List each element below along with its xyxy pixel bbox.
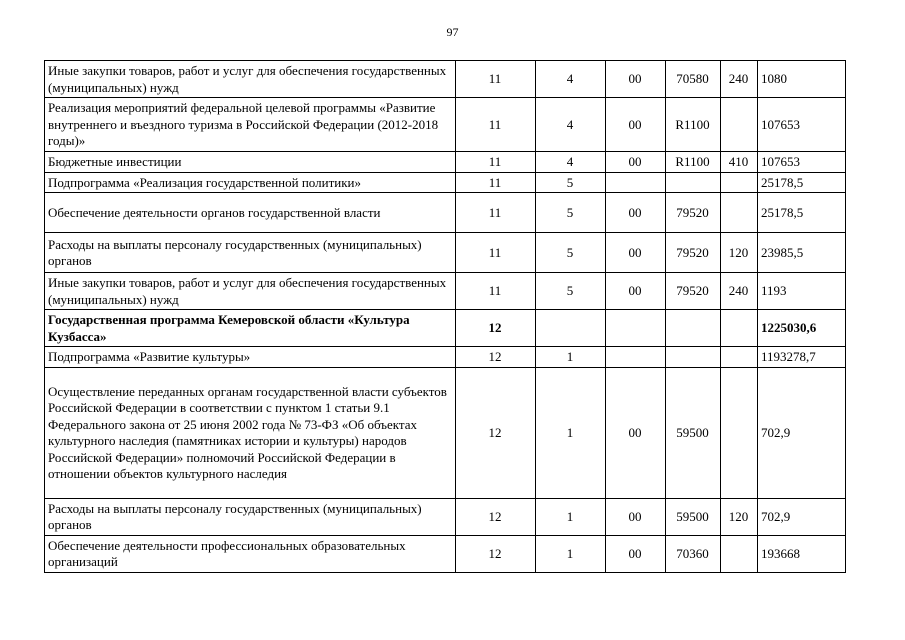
- row-direction-cell: [666, 172, 721, 193]
- row-expense-type-cell: [721, 367, 758, 498]
- row-amount-cell: 25178,5: [758, 172, 846, 193]
- row-direction-cell: R1100: [666, 152, 721, 173]
- row-amount-cell: 702,9: [758, 498, 846, 535]
- table-row: [45, 98, 846, 152]
- row-amount-cell: 1080: [758, 61, 846, 98]
- row-name-cell: Иные закупки товаров, работ и услуг для обеспечения государственных (муниципальных) нужд: [45, 61, 456, 98]
- row-direction-cell: 70360: [666, 535, 721, 572]
- row-subsection-cell: 4: [536, 61, 606, 98]
- row-subsection-cell: [536, 310, 606, 347]
- row-program-cell: 00: [606, 193, 666, 233]
- row-program-cell: 00: [606, 233, 666, 273]
- row-direction-cell: 70580: [666, 61, 721, 98]
- row-expense-type-cell: [721, 347, 758, 368]
- row-expense-type-cell: [721, 535, 758, 572]
- table-row: [45, 535, 846, 572]
- row-expense-type-cell: 120: [721, 233, 758, 273]
- table-row: [45, 61, 846, 98]
- row-name-cell: Бюджетные инвестиции: [45, 152, 456, 173]
- row-section-cell: 11: [456, 98, 536, 152]
- row-section-cell: 11: [456, 233, 536, 273]
- row-section-cell: 11: [456, 273, 536, 310]
- row-program-cell: [606, 310, 666, 347]
- row-subsection-cell: 5: [536, 172, 606, 193]
- row-amount-cell: 107653: [758, 152, 846, 173]
- row-section-cell: 12: [456, 310, 536, 347]
- page-number: 97: [446, 25, 459, 39]
- row-subsection-cell: 1: [536, 367, 606, 498]
- row-name-cell: Обеспечение деятельности органов государственной власти: [45, 193, 456, 233]
- table-row: [45, 498, 846, 535]
- table-body: [45, 61, 846, 573]
- row-program-cell: [606, 172, 666, 193]
- row-direction-cell: 79520: [666, 273, 721, 310]
- row-amount-cell: 25178,5: [758, 193, 846, 233]
- table-row: [45, 193, 846, 233]
- table-row: [45, 172, 846, 193]
- table-row: [45, 347, 846, 368]
- row-direction-cell: R1100: [666, 98, 721, 152]
- row-subsection-cell: 5: [536, 233, 606, 273]
- row-section-cell: 11: [456, 193, 536, 233]
- row-direction-cell: 79520: [666, 193, 721, 233]
- row-name-cell: Подпрограмма «Развитие культуры»: [45, 347, 456, 368]
- row-direction-cell: [666, 310, 721, 347]
- table-row: [45, 233, 846, 273]
- row-name-cell: Подпрограмма «Реализация государственной политики»: [45, 172, 456, 193]
- row-direction-cell: 79520: [666, 233, 721, 273]
- table-row: [45, 310, 846, 347]
- row-section-cell: 12: [456, 347, 536, 368]
- row-expense-type-cell: 410: [721, 152, 758, 173]
- row-amount-cell: 702,9: [758, 367, 846, 498]
- row-expense-type-cell: [721, 310, 758, 347]
- row-subsection-cell: 5: [536, 193, 606, 233]
- row-direction-cell: 59500: [666, 367, 721, 498]
- row-section-cell: 11: [456, 172, 536, 193]
- row-section-cell: 12: [456, 535, 536, 572]
- row-direction-cell: [666, 347, 721, 368]
- row-name-cell: Расходы на выплаты персоналу государственных (муниципальных) органов: [45, 498, 456, 535]
- row-name-cell: Обеспечение деятельности профессиональных образовательных организаций: [45, 535, 456, 572]
- row-subsection-cell: 1: [536, 347, 606, 368]
- row-expense-type-cell: 240: [721, 273, 758, 310]
- row-program-cell: 00: [606, 61, 666, 98]
- row-subsection-cell: 1: [536, 535, 606, 572]
- row-direction-cell: 59500: [666, 498, 721, 535]
- row-section-cell: 12: [456, 367, 536, 498]
- table-row: [45, 273, 846, 310]
- row-section-cell: 11: [456, 152, 536, 173]
- row-program-cell: 00: [606, 152, 666, 173]
- row-amount-cell: 23985,5: [758, 233, 846, 273]
- row-name-cell: Иные закупки товаров, работ и услуг для обеспечения государственных (муниципальных) нужд: [45, 273, 456, 310]
- row-name-cell: Реализация мероприятий федеральной целевой программы «Развитие внутреннего и въездного туризма в Российской Федерации (2012-2018 годы)»: [45, 98, 456, 152]
- row-name-cell: Осуществление переданных органам государственной власти субъектов Российской Федерации в соответствии с пунктом 1 статьи 9.1 Федерального закона от 25 июня 2002 года № 73-ФЗ «Об объектах культурного наследия (памятниках истории и культуры) народов Российской Федерации» полномочий Российской Федерации в отношении объектов культурного наследия: [45, 367, 456, 498]
- row-program-cell: 00: [606, 367, 666, 498]
- table-row: [45, 367, 846, 498]
- row-program-cell: 00: [606, 535, 666, 572]
- row-amount-cell: 107653: [758, 98, 846, 152]
- row-amount-cell: 193668: [758, 535, 846, 572]
- row-program-cell: [606, 347, 666, 368]
- row-name-cell: Расходы на выплаты персоналу государственных (муниципальных) органов: [45, 233, 456, 273]
- table-row: [45, 152, 846, 173]
- row-section-cell: 11: [456, 61, 536, 98]
- budget-table: [44, 60, 846, 573]
- row-subsection-cell: 4: [536, 152, 606, 173]
- row-amount-cell: 1193278,7: [758, 347, 846, 368]
- row-expense-type-cell: [721, 98, 758, 152]
- row-program-cell: 00: [606, 273, 666, 310]
- row-program-cell: 00: [606, 498, 666, 535]
- row-section-cell: 12: [456, 498, 536, 535]
- row-amount-cell: 1225030,6: [758, 310, 846, 347]
- row-subsection-cell: 1: [536, 498, 606, 535]
- row-expense-type-cell: 120: [721, 498, 758, 535]
- row-amount-cell: 1193: [758, 273, 846, 310]
- row-expense-type-cell: [721, 172, 758, 193]
- row-program-cell: 00: [606, 98, 666, 152]
- row-name-cell: Государственная программа Кемеровской области «Культура Кузбасса»: [45, 310, 456, 347]
- row-subsection-cell: 5: [536, 273, 606, 310]
- row-expense-type-cell: 240: [721, 61, 758, 98]
- row-subsection-cell: 4: [536, 98, 606, 152]
- row-expense-type-cell: [721, 193, 758, 233]
